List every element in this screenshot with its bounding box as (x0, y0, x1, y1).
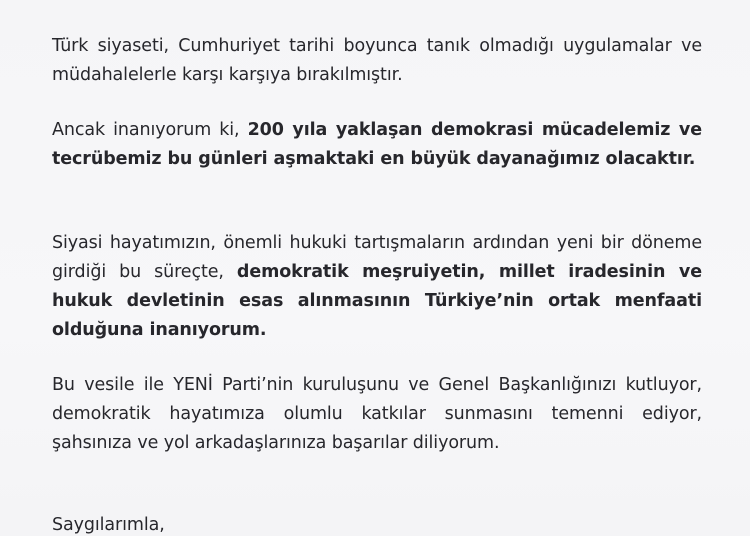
paragraph-congratulations (52, 371, 702, 458)
paragraph-political-history (52, 32, 702, 90)
paragraph-democracy-struggle (52, 116, 702, 174)
paragraph-new-period (52, 229, 702, 345)
paragraph-1-text: Türk siyaseti, Cumhuriyet tarihi boyunca tanık olmadığı uygulamalar ve müdahalelerle karşı karşıya bırakılmıştır. (52, 36, 702, 85)
paragraph-3-bold: demokratik meşruiyetin, millet iradesinin ve hukuk devletinin esas alınmasının Türkiye’nin ortak menfaati olduğuna inanıyorum. (52, 262, 702, 340)
paragraph-2-bold: 200 yıla yaklaşan demokrasi mücadelemiz ve tecrübemiz bu günleri aşmaktaki en büyük dayanağımız olacaktır. (52, 120, 702, 169)
paragraph-3-intro: Siyasi hayatımızın, önemli hukuki tartışmaların ardından yeni bir döneme girdiği bu süreçte, (52, 233, 702, 282)
closing-text: Saygılarımla, (52, 515, 165, 535)
paragraph-4-text: Bu vesile ile YENİ Parti’nin kuruluşunu ve Genel Başkanlığınızı kutluyor, demokratik hayatımıza olumlu katkılar sunmasını temenni ediyor, şahsınıza ve yol arkadaşlarınıza başarılar diliyorum. (52, 375, 702, 453)
paragraph-2-intro: Ancak inanıyorum ki, (52, 120, 248, 140)
closing-salutation (52, 511, 702, 536)
